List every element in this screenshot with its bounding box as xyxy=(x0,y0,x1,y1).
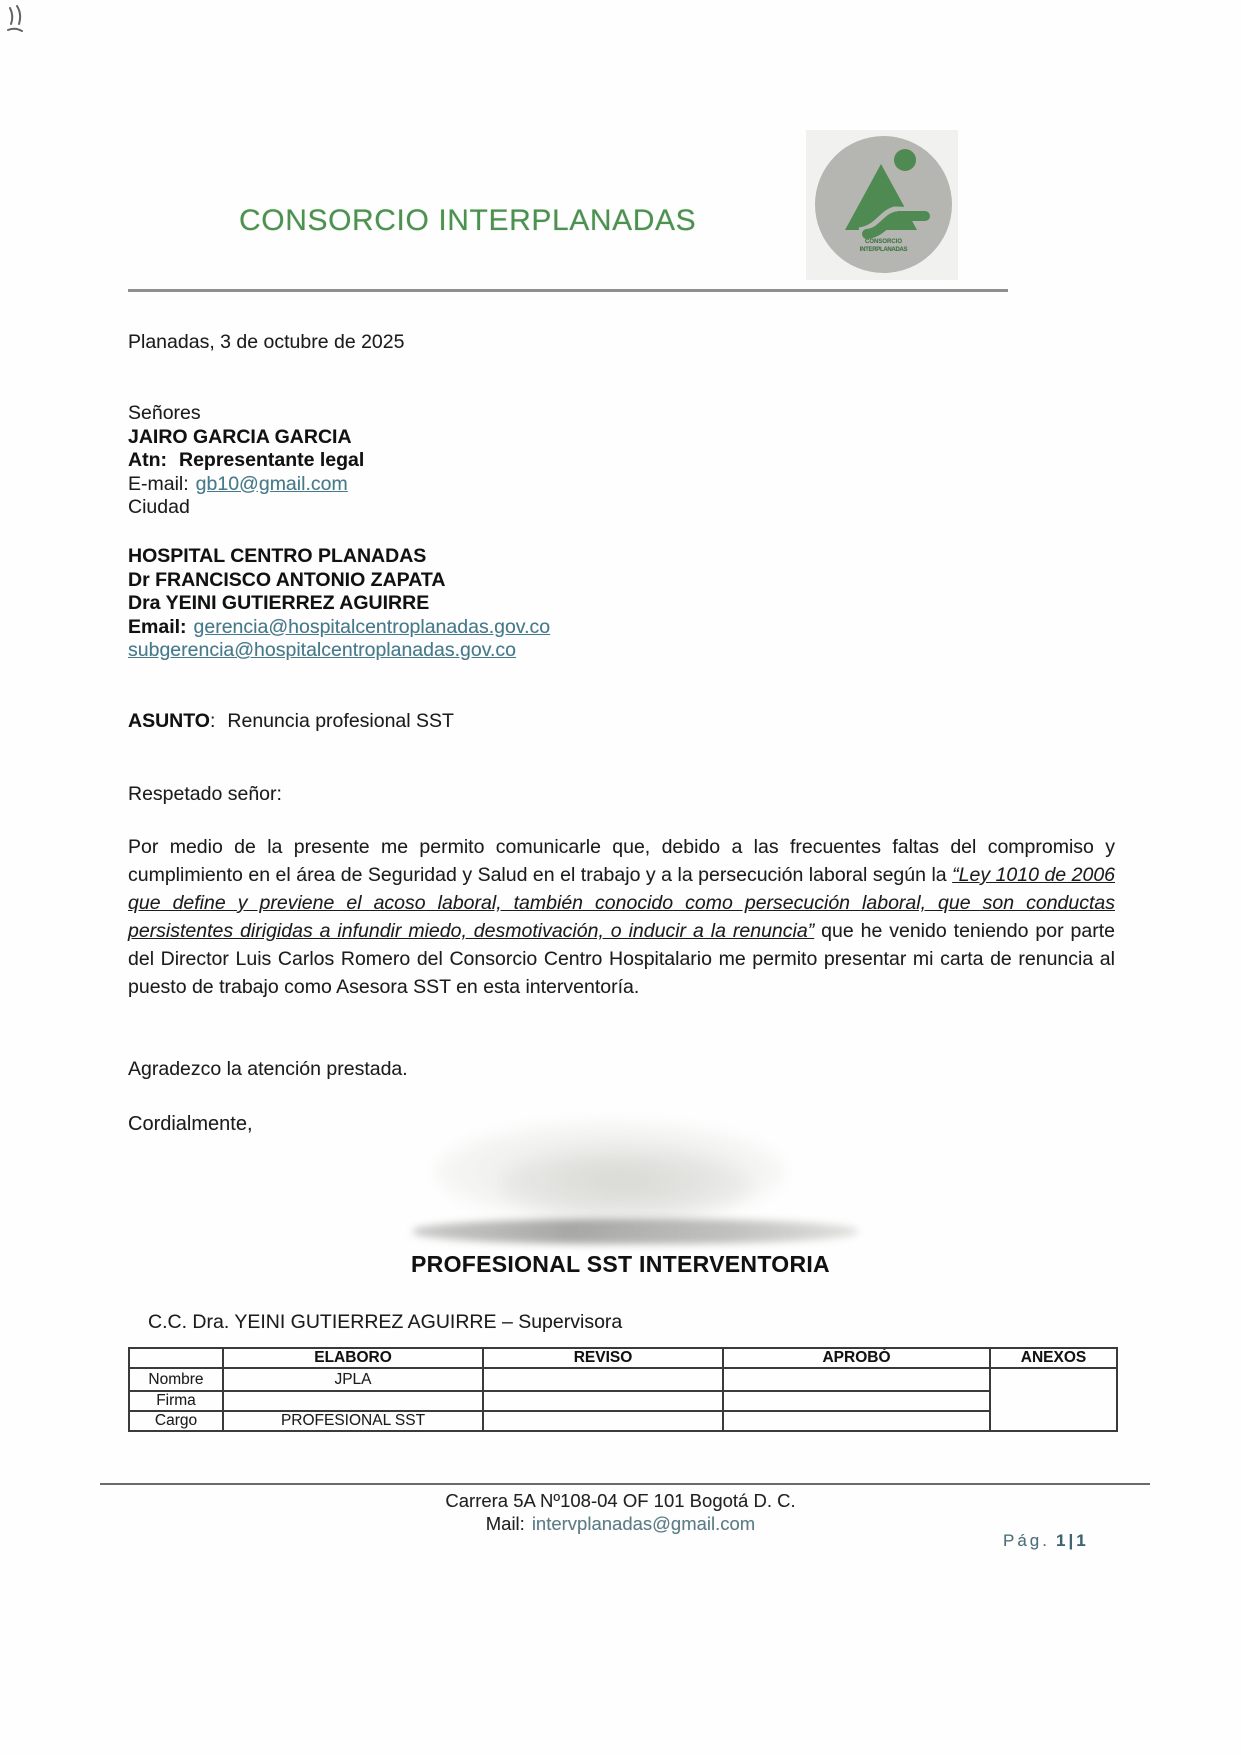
subject-label: ASUNTO xyxy=(128,710,210,732)
subject-sep: : xyxy=(209,710,216,732)
recipient-name: JAIRO GARCIA GARCIA xyxy=(128,425,352,448)
date-line: Planadas, 3 de octubre de 2025 xyxy=(128,331,405,353)
hospital-email-label: Email: xyxy=(128,615,187,638)
page-number-label: Pág. xyxy=(1003,1531,1050,1550)
gerencia-email-link[interactable]: gerencia@hospitalcentroplanadas.gov.co xyxy=(193,615,551,638)
cell-nombre-reviso xyxy=(483,1368,723,1391)
hospital-person-2: Dra YEINI GUTIERREZ AGUIRRE xyxy=(128,592,430,614)
table-header-anexos: ANEXOS xyxy=(990,1348,1117,1368)
cell-cargo-aprobo xyxy=(723,1411,990,1431)
subject-value: Renuncia profesional SST xyxy=(227,710,454,732)
logo-text-line1: CONSORCIO xyxy=(864,239,902,245)
page-number-value: 1|1 xyxy=(1055,1531,1089,1550)
table-header-reviso: REVISO xyxy=(483,1348,723,1368)
scan-artifact xyxy=(4,2,38,40)
thanks-line: Agradezco la atención prestada. xyxy=(128,1058,408,1080)
hospital-email-line xyxy=(128,616,550,640)
closing-line: Cordialmente, xyxy=(128,1113,253,1135)
attn-value: Representante legal xyxy=(178,449,365,471)
logo-circle-icon xyxy=(815,136,952,273)
hospital-person-1: Dr FRANCISCO ANTONIO ZAPATA xyxy=(128,568,446,591)
footer-address: Carrera 5A Nº108-04 OF 101 Bogotá D. C. xyxy=(445,1490,796,1511)
attn-label: Atn: xyxy=(128,449,167,471)
law-quote-text: “Ley 1010 de 2006 que define y previene el acoso laboral, también conocido como persecución laboral, que son conductas persistentes dirigidas a infundir miedo, desmotivación, o inducir a la renuncia” xyxy=(128,864,1116,942)
header-divider xyxy=(128,289,1008,292)
approval-table xyxy=(128,1347,1118,1432)
table-header-aprobo: APROBÓ xyxy=(723,1348,990,1368)
footer-mail-label: Mail: xyxy=(485,1512,525,1534)
cell-nombre-aprobo xyxy=(723,1368,990,1391)
table-row xyxy=(129,1368,1117,1391)
signature-title: PROFESIONAL SST INTERVENTORIA xyxy=(411,1251,830,1277)
signature-blur-blob-2 xyxy=(500,1150,750,1220)
table-row xyxy=(129,1391,1117,1411)
signature-blur-streak xyxy=(413,1219,858,1244)
cell-cargo-elaboro: PROFESIONAL SST xyxy=(223,1411,483,1431)
subgerencia-email-link[interactable]: subgerencia@hospitalcentroplanadas.gov.co xyxy=(128,639,517,661)
cc-line: C.C. Dra. YEINI GUTIERREZ AGUIRRE – Supervisora xyxy=(148,1311,623,1333)
footer xyxy=(0,1490,1241,1535)
company-title: CONSORCIO INTERPLANADAS xyxy=(239,204,697,237)
table-header-elaboro: ELABORO xyxy=(223,1348,483,1368)
cell-anexos xyxy=(990,1368,1117,1431)
cell-firma-reviso xyxy=(483,1391,723,1411)
footer-divider xyxy=(100,1483,1150,1485)
cell-firma-aprobo xyxy=(723,1391,990,1411)
email-line xyxy=(128,473,364,497)
footer-mail-link[interactable]: intervplanadas@gmail.com xyxy=(531,1512,756,1534)
subject-line xyxy=(128,710,454,734)
row-label-firma: Firma xyxy=(129,1391,223,1411)
logo-text-line2: INTERPLANADAS xyxy=(859,247,908,253)
cell-nombre-elaboro: JPLA xyxy=(223,1368,483,1391)
email-label: E-mail: xyxy=(128,472,189,495)
hospital-email-line-2 xyxy=(128,639,550,663)
body-text-2: que he venido teniendo por parte del Director Luis Carlos Romero del Consorcio Centro Hospitalario me permito presentar mi carta de renuncia al puesto de trabajo como Asesora SST en esta interventoría. xyxy=(128,920,1115,998)
table-row xyxy=(129,1411,1117,1431)
body-paragraph xyxy=(128,833,1115,1001)
recipient-block-1 xyxy=(128,402,364,520)
greeting-line: Respetado señor: xyxy=(128,783,282,805)
company-logo xyxy=(806,130,958,280)
recipient-block-2 xyxy=(128,545,550,663)
salutation: Señores xyxy=(128,402,201,424)
row-label-nombre: Nombre xyxy=(129,1368,223,1391)
page-number xyxy=(1003,1531,1089,1551)
row-label-cargo: Cargo xyxy=(129,1411,223,1431)
city-line: Ciudad xyxy=(128,496,190,518)
table-header-row xyxy=(129,1348,1117,1368)
recipient-email-link[interactable]: gb10@gmail.com xyxy=(195,472,348,495)
mountain-figure-icon xyxy=(829,146,939,242)
table-header-empty xyxy=(129,1348,223,1368)
attention-line xyxy=(128,449,364,473)
body-text-1: Por medio de la presente me permito comunicarle que, debido a las frecuentes faltas del compromiso y cumplimiento en el área de Seguridad y Salud en el trabajo y a la persecución laboral según la xyxy=(128,836,1115,886)
cell-cargo-reviso xyxy=(483,1411,723,1431)
cell-firma-elaboro xyxy=(223,1391,483,1411)
hospital-name: HOSPITAL CENTRO PLANADAS xyxy=(128,545,427,567)
